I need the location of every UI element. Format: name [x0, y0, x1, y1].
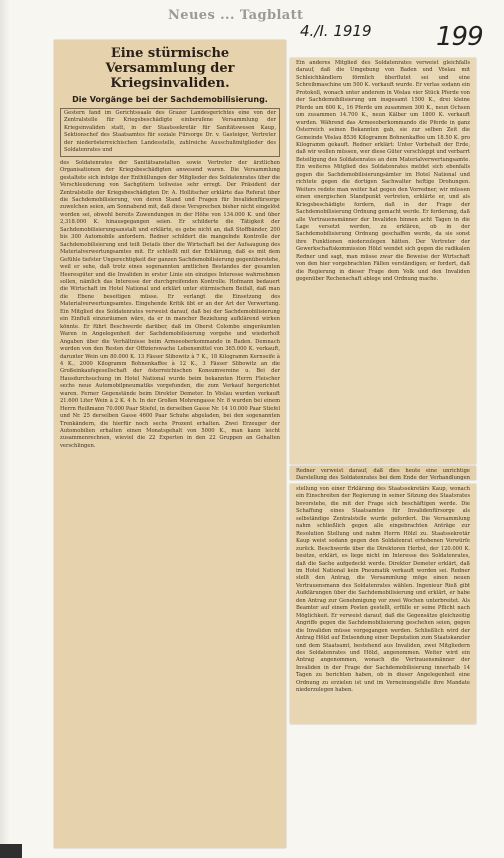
article-subheadline: Die Vorgänge bei der Sachdemobilisierung. — [72, 95, 268, 104]
handwritten-page-number: 199 — [436, 22, 483, 52]
newspaper-title-stamp: Neues ... Tagblatt — [168, 8, 304, 23]
left-column-body — [54, 160, 286, 451]
clipping-right-top — [290, 58, 476, 464]
clipping-right-bottom — [290, 484, 476, 724]
article-lead: Gestern fand im Gerichtssaale des Grazer Landesgerichtes eine von der Zentralstelle für Kriegsbeschädigte einberufene Versammlung der Kriegsinvaliden statt, in der Staatssekretär für Sanitätswesen Kaup, Sektionschef des Staatsamtes für soziale Fürsorge Dr. v. Gasteiger, Vertreter der niederösterreichischen Landesstelle, zahlreiche Ausschußmitglieder des Soldatenrates und — [64, 110, 276, 154]
article-lead-box — [60, 108, 280, 157]
right-strip-text: Redner verweist darauf, daß dies heute eine unrichtige Darstellung des Soldatenrates bei dem Ende der Verhandlungen — [296, 468, 470, 480]
right-column-bottom-body — [290, 484, 476, 697]
right-strip-body — [290, 466, 476, 480]
handwritten-date: 4./I. 1919 — [300, 22, 372, 40]
right-column-top-text: Ein anderes Mitglied des Soldatenrates verweist gleichfalls darauf, daß die Umgebung von Baden und Vöslau mit Schleichhändlern förmlich überflutet sei und eine Schreibmaschine um 500 K. verkauft wurde. Er verlas sodann ein Protokoll, wonach unter anderem in Vöslau vier Stück Pferde von der Sachdemobilisierung um insgesamt 1500 K., drei kleine Pferde um 600 K., 16 Pferde um zusammen 300 K., neun Ochsen um zusammen 14.700 K., neun Kälber um 1800 K. verkauft wurden. Während das Armeeoberkommando die Pferde in ganz Österreich seinen Bekannten gab, sie zur selben Zeit die Gemeinde Vöslau 8536 Kilogramm Bohnenkaffee um 18.50 K. pro Kilogramm gekauft. Redner erklärt: Unter Vorbehalt der Erde, daß wir wollen müssen, wer diese Güter verschleppt und verbarrt Beteiligung des Soldatenrates an dem Materialverwertungsamte. Ein weiteres Mitglied des Soldatenrates meldet sich ebenfalls gegen die Sachdemobilisierungsämter im Hotel National und richtete gegen die dortigen Sachwalter heftige Drohungen. Weiters redete man weiter hat gegen den Vorredner, wir müssen einen energischen Standpunkt vertreten, erklärte er, und als Kriegsbeschädigte fordern, daß in der Frage der Sachdemobilisierung Ordnung gemacht werde. Er forderung, daß alle Vertrauensmänner der Invaliden binnen acht Tagen in die Lage versetzt werden, zu erklären, ob in der Sachdemobilisierung Ordnung geschaffen werde, da sie sonst ihre Funktionen niederzulegen hätten. Der Vertreter der Gewerkschaftskommission Hölzl wendet sich gegen die radikalen Redner und sagt, man müsse zwar die Beweise der Wirtschaft von den hier vorgebrachten Fällen verständigen; er fordert, daß die Regierung in dieser Frage dem Volk und den Invaliden gegenüber Rechenschaft ablege und Ordnung mache. — [296, 60, 470, 283]
right-column-bottom-text: stellung von einer Erklärung des Staatssekretärs Kaup, wonach ein Einschreiten der Regierung in seiner Sitzung des Staatsrates bevorstehe, die mit der Frage sich beschäftigen werde. Die Schaffung eines Staatsamtes für Invalidenfürsorge als selbständige Zentralstelle wurde gefordert. Die Versammlung nahm schließlich gegen alle eingebrachten Anträge zur Resolution Stellung und nahm Herrn Hölzl zu. Staatssekretär Kaup weist sodann gegen den Soldatenrat erhobenen Vorwürfe zurück. Beschwerde über die Direktoren Herbst, der 120.000 K. besitze, erklärt, es liege nicht im Interesse des Soldatenrates, daß die Sache aufgedeckt werde. Direktor Demeter erklärt, daß im Hotel National kein Pneumatik verkauft worden sei. Redner stellt den Antrag, die Versammlung möge einen neuen Vertrauensmann des Soldatenrates wählen. Ingenieur Rieß gibt Aufklärungen über die Sachdemobilisierung und erklärt, er habe den Antrag zur Genehmigung vor zwei Wochen unterbreitet. Als Beamter auf einem Posten gestellt, erfülle er seine Pflicht nach Möglichkeit. Er verweist darauf, daß die Gegensätze gleichzeitig Angriffe gegen die Sachdemobilisierung geschehen seien, gegen die Invaliden müsse vorgegangen werden. Schließlich wird der Antrag Hölzl auf Entsendung einer Deputation zum Staatskanzler und dem Staatsamt, bestehend aus Invaliden, zwei Mitgliedern des Soldatenrates und Hölzl, angenommen. Weiter wird ein Antrag angenommen, wonach die Vertrauensmänner der Invaliden in der Frage der Sachdemobilisierung innerhalb 14 Tagen zu berichten haben, ob in dieser Angelegenheit eine Ordnung zu erzielen ist und im Verneinungsfalle ihre Mandate niederzulegen haben. — [296, 486, 470, 694]
clipping-left-column — [54, 40, 286, 848]
article-headline: Eine stürmische Versammlung der Kriegsinvaliden. — [105, 46, 235, 91]
page-edge-shadow — [0, 0, 10, 858]
left-column-text: des Soldatenrates der Sanitätsanstalten sowie Vertreter der ärztlichen Organisationen der Kriegsbeschädigten anwesend waren. Die Versammlung gestaltete sich infolge der Enthüllungen der Mitglieder des Soldatenrates über die Verschleuderung von Sachgütern teilweise sehr erregt. Der Präsident der Zentralstelle der Kriegsbeschädigten Dr. A. Hollitscher erklärte das Referat über die Sachdemobilisierung, von deren Stand und Fragen für Invalidenfürsorge zuwelchen seien, am Sonnabend mit, daß diese Versprechen bisher nicht eingelöst worden sei, obwohl bereits Zuwendungen in der Höhe von 134.000 K. und über 2,318.000 K. hinausgegangen seien. Er schilderte die Tätigkeit der Sachdemobilisierungsanstalt und erklärte, es gebe nicht an, daß Stoffbänder, 200 bis 300 Automobile anfordern. Redner schildert die mangelnde Kontrolle der Sachdemobilisierung und teilt Details über die Wirtschaft bei der Aufsaugung des Materialverwertungsamtes mit. Er schließt mit der Erklärung, daß es mit dem Gefühle tiefster Ungerechtigkeit der ganzen Sachdemobilisierung gegenüberstehe, weil er sehe, daß trotz eines sogenannten amtlichen Bestandes der gesamten Heeresgüter und die Invaliden in erster Linie ein einziges Interesse wahrnehmen sollen, nämlich das Interesse der durchgreifenden Kontrolle. Hofmann bedauert die Wirtschaft im Hotel National und erklärt unter stürmischem Beifall, daß man die Ebene beseitigen müsse. Er verlangt die Einsetzung des Materialverwertungsamtes. Eingehende Kritik übt er an der Art der Verwertung. Ein Mitglied des Soldatenrates verweist darauf, daß bei der Sachdemobilisierung ein Einfluß einzuräumen wäre, da er in mancher Beziehung aufklärend wirken könnte. Er führt Beschwerde darüber, daß im Oberst Colombo eingeräumten Waren in Angelegenheit der Sachdemobilisierung vorgehe und wiederholt Angaben über die Verhältnisse beim Armeeoberkommando in Baden. Demnach wurden von den Resten der Offizierswache Lebensmittel von 365.000 K. verkauft, darunter Wein um 80.000 K. 13 Fässer Slibowitz à 7 K., 18 Kilogramm Kernseife à 4 K., 2000 Kilogramm Bohnenkaffee à 12 K., 3 Fässer Slibowitz an die Großeinkaufsgesellschaft der österreichischen Konsumvereine u. Bei der Hausdurchsuchung im Hotel National wurde beim bekannten Herrn Fleischer sechs neue Automobilpneumatiks vorgefunden, die zum Verkauf hergerichtet waren. Ferner Gegenstände beim Direktor Demeter. In Vöslau wurden verkauft 21.600 Liter Wein à 2 K. 4 h. In der Großen Mohrengasse Nr. 8 wurden bei einem Herrn Reißmann 70.000 Paar Stiefel, in derselben Gasse Nr. 14 10.000 Paar Stiefel und Nr. 25 derselben Gasse 4600 Paar Schuhe abgeladen, bei den sogenannten Trenkändern, die hierfür noch sechs Prozent erhalten. Zwei Erzeuger der Automobilien erhalten einen Monatsgehalt von 5000 K., man kann leicht zusammenrechnen, wieviel die 22 Experten in den 22 Gruppen an Gehalten verschlingen. — [60, 159, 280, 449]
right-column-top-body — [290, 58, 476, 286]
clipping-right-strip — [290, 466, 476, 480]
scan-corner-mark — [0, 844, 22, 858]
